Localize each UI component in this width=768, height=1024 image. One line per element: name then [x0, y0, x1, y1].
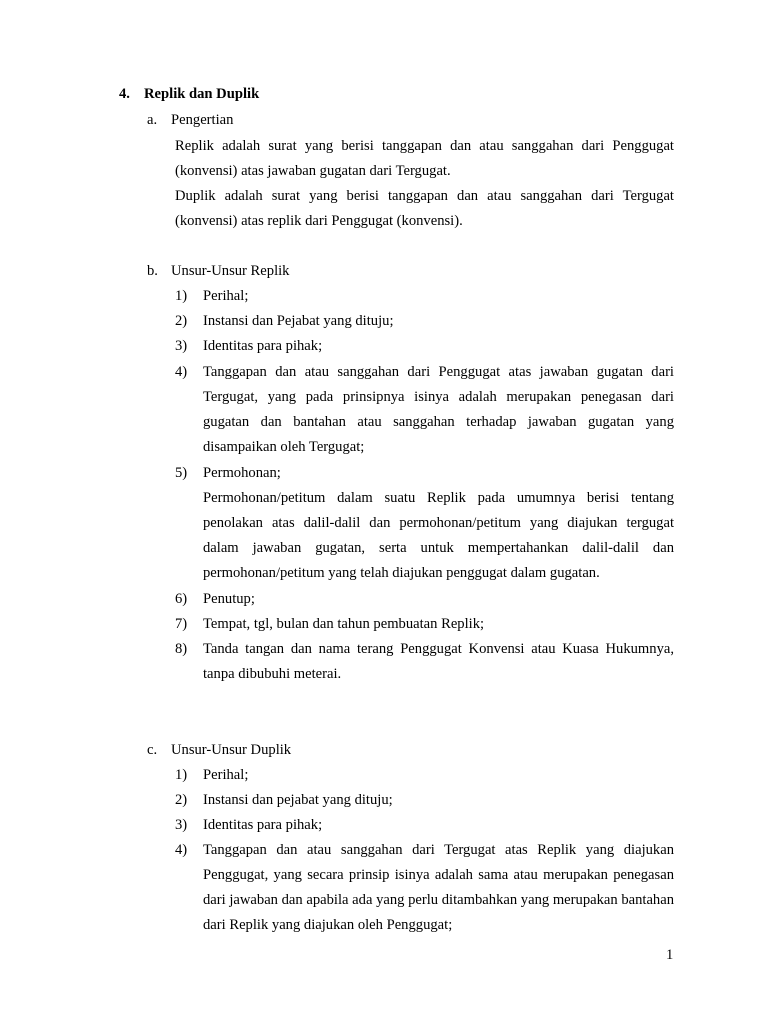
list-item: 3) Identitas para pihak;	[175, 338, 323, 354]
heading-number: 4.	[119, 86, 130, 102]
list-item: 6) Penutup;	[175, 591, 255, 607]
list-item: 7) Tempat, tgl, bulan dan tahun pembuatan Replik;	[175, 616, 485, 632]
list-item: 4) Tanggapan dan atau sanggahan dari Tergugat atas Replik yang diajukan Penggugat, yang secara prinsip isinya adalah sama atau merupakan penegasan dari jawaban dan apabila ada yang perlu ditambahkan yang merupakan bantahan dari Replik yang diajukan oleh Penggugat;	[175, 842, 674, 934]
subsection-c-title: c. Unsur-Unsur Duplik	[147, 742, 292, 758]
subsection-b-title: b. Unsur-Unsur Replik	[147, 263, 290, 279]
list-item: 2) Instansi dan Pejabat yang dituju;	[175, 313, 394, 329]
list-item: 4) Tanggapan dan atau sanggahan dari Penggugat atas jawaban gugatan dari Tergugat, yang pada prinsipnya isinya adalah merupakan penegasan dari gugatan dan bantahan atau sanggahan terhadap jawaban gugatan yang disampaikan oleh Tergugat;	[175, 364, 674, 456]
list-item: 1) Perihal;	[175, 288, 249, 304]
list-item: 1) Perihal;	[175, 767, 249, 783]
list-item: 8) Tanda tangan dan nama terang Penggugat Konvensi atau Kuasa Hukumnya, tanpa dibubuhi meterai.	[175, 641, 674, 683]
heading-title: Replik dan Duplik	[144, 86, 260, 102]
definition-replik: Replik adalah surat yang berisi tanggapan dan atau sanggahan dari Penggugat (konvensi) atas jawaban gugatan dari Tergugat.	[175, 138, 674, 180]
list-item: 3) Identitas para pihak;	[175, 817, 323, 833]
page-number: 1	[666, 947, 674, 963]
list-item: 2) Instansi dan pejabat yang dituju;	[175, 792, 393, 808]
definition-duplik: Duplik adalah surat yang berisi tanggapan dan atau sanggahan dari Tergugat (konvensi) atas replik dari Penggugat (konvensi).	[175, 188, 674, 230]
section-heading	[119, 86, 259, 103]
list-item: 5) Permohonan;	[175, 465, 281, 481]
subsection-a-title: a. Pengertian	[147, 112, 234, 128]
permohonan-detail: Permohonan/petitum dalam suatu Replik pada umumnya berisi tentang penolakan atas dalil-dalil dan permohonan/petitum yang diajukan tergugat dalam jawaban gugatan, serta untuk mempertahankan dalil-dalil dan permohonan/petitum yang telah diajukan penggugat dalam gugatan.	[203, 490, 674, 582]
